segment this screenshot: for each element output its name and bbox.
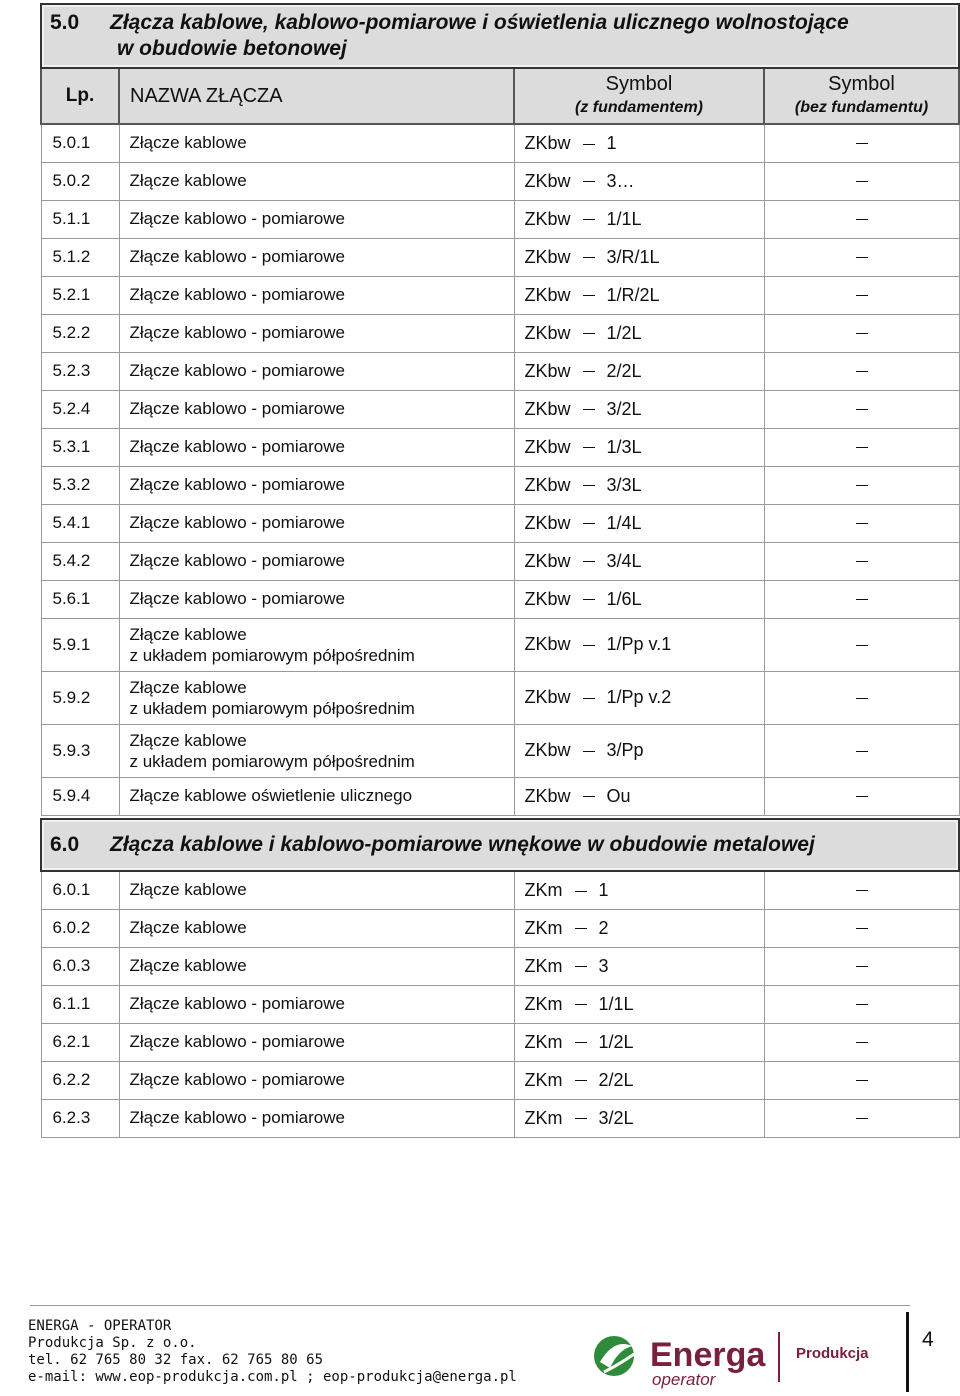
symbol-none-cell <box>764 777 959 815</box>
table-row <box>41 1099 959 1137</box>
table-row <box>41 947 959 985</box>
dash-mark <box>583 333 595 334</box>
table-header <box>41 68 959 124</box>
symbol-prefix: ZKbw <box>524 170 571 191</box>
row-number: 6.0.1 <box>41 871 119 909</box>
row-number: 5.3.1 <box>41 428 119 466</box>
symbol-prefix: ZKbw <box>524 474 571 495</box>
symbol-prefix: ZKm <box>524 955 563 976</box>
symbol-prefix: ZKm <box>524 1069 563 1090</box>
symbol-cell <box>514 909 764 947</box>
symbol-prefix: ZKbw <box>524 360 571 381</box>
footer-division: Produkcja Sp. z o.o. <box>28 1335 197 1351</box>
symbol-none-cell <box>764 466 959 504</box>
symbol-prefix: ZKbw <box>524 132 571 153</box>
row-name: Złącze kablowo - pomiarowe <box>119 314 514 352</box>
section-number: 5.0 <box>50 11 80 34</box>
symbol-value: Ou <box>606 785 631 806</box>
row-name: Złącze kablowo - pomiarowe <box>119 466 514 504</box>
symbol-value: 3/2L <box>598 1107 634 1128</box>
row-number: 5.9.2 <box>41 671 119 724</box>
symbol-cell <box>514 238 764 276</box>
symbol-none-cell <box>764 200 959 238</box>
symbol-value: 1/1L <box>598 993 634 1014</box>
table-row <box>41 777 959 815</box>
table-row <box>41 580 959 618</box>
symbol-cell <box>514 504 764 542</box>
row-name: Złącze kablowe <box>119 124 514 162</box>
row-name: Złącze kablowo - pomiarowe <box>119 428 514 466</box>
symbol-none-cell <box>764 1099 959 1137</box>
symbol-value: 1/Pp v.2 <box>606 687 672 707</box>
dash-mark <box>583 523 595 524</box>
symbol-cell <box>514 618 764 671</box>
symbol-value: 1/3L <box>606 436 642 457</box>
symbol-none-cell <box>764 390 959 428</box>
row-name: Złącze kablowe <box>119 909 514 947</box>
symbol-none-cell <box>764 162 959 200</box>
symbol-none-cell <box>764 724 959 777</box>
row-number: 5.6.1 <box>41 580 119 618</box>
table-row <box>41 200 959 238</box>
symbol-cell <box>514 1061 764 1099</box>
row-name-line2: z układem pomiarowym półpośrednim <box>129 698 415 718</box>
symbol-none-cell <box>764 909 959 947</box>
symbol-prefix: ZKm <box>524 879 563 900</box>
dash-mark <box>856 751 868 752</box>
dash-mark <box>583 371 595 372</box>
symbol-prefix: ZKbw <box>524 208 571 229</box>
table-row <box>41 871 959 909</box>
table-section-6 <box>40 818 960 1138</box>
dash-mark <box>856 890 868 891</box>
dash-mark <box>583 599 595 600</box>
row-name: Złącze kablowo - pomiarowe <box>119 390 514 428</box>
row-name-line1: Złącze kablowe <box>129 624 247 644</box>
symbol-none-cell <box>764 124 959 162</box>
symbol-none-cell <box>764 618 959 671</box>
symbol-cell <box>514 947 764 985</box>
row-name: Złącze kablowo - pomiarowe <box>119 276 514 314</box>
dash-mark <box>575 891 587 892</box>
table-row <box>41 671 959 724</box>
table-row <box>41 162 959 200</box>
footer-phone: tel. 62 765 80 32 fax. 62 765 80 65 <box>28 1352 324 1368</box>
symbol-value: 2/2L <box>606 360 642 381</box>
dash-mark <box>856 561 868 562</box>
row-number: 6.1.1 <box>41 985 119 1023</box>
row-name: Złącze kablowo - pomiarowe <box>119 985 514 1023</box>
row-number: 6.2.1 <box>41 1023 119 1061</box>
symbol-none-cell <box>764 871 959 909</box>
row-number: 6.2.2 <box>41 1061 119 1099</box>
symbol-prefix: ZKbw <box>524 634 571 654</box>
row-number: 5.2.1 <box>41 276 119 314</box>
symbol-value: 1 <box>606 132 617 153</box>
symbol-cell <box>514 390 764 428</box>
footer-email: e-mail: www.eop-produkcja.com.pl ; eop-produkcja@energa.pl <box>28 1369 517 1385</box>
dash-mark <box>856 485 868 486</box>
symbol-none-cell <box>764 947 959 985</box>
symbol-prefix: ZKm <box>524 1107 563 1128</box>
row-name: Złącze kablowo - pomiarowe <box>119 238 514 276</box>
section-title: 5.0 Złącza kablowe, kablowo-pomiarowe i oświetlenia ulicznego wolnostojące w obudowie betonowej <box>41 4 959 68</box>
row-name <box>119 724 514 777</box>
dash-mark <box>575 966 587 967</box>
energa-leaf-icon <box>594 1336 634 1376</box>
row-number: 6.2.3 <box>41 1099 119 1137</box>
symbol-cell <box>514 777 764 815</box>
table-row <box>41 428 959 466</box>
dash-mark <box>583 561 595 562</box>
row-name: Złącze kablowe oświetlenie ulicznego <box>119 777 514 815</box>
symbol-prefix: ZKbw <box>524 246 571 267</box>
row-name <box>119 618 514 671</box>
symbol-cell <box>514 724 764 777</box>
dash-mark <box>856 645 868 646</box>
symbol-value: 1/6L <box>606 588 642 609</box>
symbol-cell <box>514 1023 764 1061</box>
table-row <box>41 504 959 542</box>
dash-mark <box>856 219 868 220</box>
symbol-none-cell <box>764 1061 959 1099</box>
dash-mark <box>575 1042 587 1043</box>
row-name: Złącze kablowo - pomiarowe <box>119 1061 514 1099</box>
dash-mark <box>583 181 595 182</box>
section-title: 6.0 Złącza kablowe i kablowo-pomiarowe wnękowe w obudowie metalowej <box>41 819 959 871</box>
dash-mark <box>583 409 595 410</box>
symbol-cell <box>514 1099 764 1137</box>
table-row <box>41 724 959 777</box>
symbol-cell <box>514 314 764 352</box>
symbol-none-cell <box>764 428 959 466</box>
symbol-cell <box>514 162 764 200</box>
dash-mark <box>856 796 868 797</box>
symbol-cell <box>514 200 764 238</box>
symbol-prefix: ZKbw <box>524 322 571 343</box>
page-number-bar <box>906 1312 909 1392</box>
row-name: Złącze kablowe <box>119 871 514 909</box>
row-name-line1: Złącze kablowe <box>129 677 247 697</box>
page-number: 4 <box>922 1328 934 1351</box>
symbol-none-cell <box>764 671 959 724</box>
symbol-value: 3/R/1L <box>606 246 660 267</box>
section-number: 6.0 <box>50 833 80 856</box>
symbol-none-cell <box>764 1023 959 1061</box>
symbol-cell <box>514 466 764 504</box>
header-symbol-without-foundation: Symbol (bez fundamentu) <box>764 68 959 124</box>
dash-mark <box>856 447 868 448</box>
symbol-prefix: ZKm <box>524 917 563 938</box>
symbol-prefix: ZKbw <box>524 398 571 419</box>
row-name-line2: z układem pomiarowym półpośrednim <box>129 751 415 771</box>
dash-mark <box>856 1118 868 1119</box>
logo-subtitle: operator <box>652 1370 716 1389</box>
dash-mark <box>856 1004 868 1005</box>
symbol-prefix: ZKbw <box>524 284 571 305</box>
row-number: 5.9.1 <box>41 618 119 671</box>
row-name: Złącze kablowo - pomiarowe <box>119 1099 514 1137</box>
row-number: 5.2.3 <box>41 352 119 390</box>
symbol-value: 2/2L <box>598 1069 634 1090</box>
row-number: 5.1.1 <box>41 200 119 238</box>
table-row <box>41 314 959 352</box>
row-number: 5.2.2 <box>41 314 119 352</box>
table-row <box>41 276 959 314</box>
dash-mark <box>575 928 587 929</box>
symbol-prefix: ZKm <box>524 993 563 1014</box>
symbol-value: 3… <box>606 170 635 191</box>
dash-mark <box>583 796 595 797</box>
symbol-none-cell <box>764 504 959 542</box>
table-row <box>41 390 959 428</box>
dash-mark <box>856 1080 868 1081</box>
row-name: Złącze kablowo - pomiarowe <box>119 542 514 580</box>
row-number: 5.9.3 <box>41 724 119 777</box>
row-number: 5.2.4 <box>41 390 119 428</box>
header-name: NAZWA ZŁĄCZA <box>119 68 514 124</box>
table-row <box>41 542 959 580</box>
symbol-value: 3 <box>598 955 609 976</box>
header-symbol-with-foundation: Symbol (z fundamentem) <box>514 68 764 124</box>
dash-mark <box>856 371 868 372</box>
symbol-cell <box>514 580 764 618</box>
row-number: 5.9.4 <box>41 777 119 815</box>
dash-mark <box>856 257 868 258</box>
table-row <box>41 618 959 671</box>
table-row <box>41 1061 959 1099</box>
symbol-cell <box>514 124 764 162</box>
logo-division: Produkcja <box>796 1345 869 1362</box>
dash-mark <box>856 523 868 524</box>
dash-mark <box>856 409 868 410</box>
dash-mark <box>856 143 868 144</box>
symbol-cell <box>514 871 764 909</box>
dash-mark <box>856 333 868 334</box>
symbol-none-cell <box>764 542 959 580</box>
row-number: 5.4.2 <box>41 542 119 580</box>
symbol-none-cell <box>764 985 959 1023</box>
footer-company: ENERGA - OPERATOR <box>28 1318 172 1334</box>
dash-mark <box>583 144 595 145</box>
symbol-cell <box>514 352 764 390</box>
symbol-cell <box>514 671 764 724</box>
symbol-prefix: ZKbw <box>524 436 571 457</box>
row-number: 5.0.2 <box>41 162 119 200</box>
symbol-value: 3/4L <box>606 550 642 571</box>
row-number: 5.0.1 <box>41 124 119 162</box>
symbol-cell <box>514 985 764 1023</box>
symbol-prefix: ZKbw <box>524 588 571 609</box>
symbol-value: 1/R/2L <box>606 284 660 305</box>
symbol-cell <box>514 276 764 314</box>
row-name: Złącze kablowo - pomiarowe <box>119 504 514 542</box>
dash-mark <box>856 928 868 929</box>
dash-mark <box>856 1042 868 1043</box>
dash-mark <box>575 1004 587 1005</box>
symbol-prefix: ZKbw <box>524 785 571 806</box>
symbol-none-cell <box>764 238 959 276</box>
symbol-value: 1/Pp v.1 <box>606 634 672 654</box>
symbol-none-cell <box>764 352 959 390</box>
row-name <box>119 671 514 724</box>
row-number: 5.3.2 <box>41 466 119 504</box>
section-heading <box>41 819 959 871</box>
dash-mark <box>583 698 595 699</box>
symbol-value: 1 <box>598 879 609 900</box>
symbol-none-cell <box>764 314 959 352</box>
dash-mark <box>583 645 595 646</box>
symbol-value: 3/3L <box>606 474 642 495</box>
dash-mark <box>583 295 595 296</box>
logo-wordmark: Energa <box>650 1336 766 1374</box>
symbol-prefix: ZKbw <box>524 687 571 707</box>
symbol-prefix: ZKm <box>524 1031 563 1052</box>
row-number: 5.4.1 <box>41 504 119 542</box>
table-row <box>41 909 959 947</box>
table-row <box>41 352 959 390</box>
energa-logo <box>592 1328 892 1395</box>
dash-mark <box>856 599 868 600</box>
dash-mark <box>575 1080 587 1081</box>
dash-mark <box>856 698 868 699</box>
dash-mark <box>583 257 595 258</box>
symbol-value: 3/Pp <box>606 740 644 760</box>
row-name-line1: Złącze kablowe <box>129 730 247 750</box>
symbol-value: 3/2L <box>606 398 642 419</box>
symbol-value: 1/4L <box>606 512 642 533</box>
table-row <box>41 124 959 162</box>
symbol-value: 2 <box>598 917 609 938</box>
table-section-5 <box>40 3 960 816</box>
row-name: Złącze kablowo - pomiarowe <box>119 200 514 238</box>
symbol-value: 1/2L <box>598 1031 634 1052</box>
footer-divider <box>30 1305 910 1306</box>
row-number: 6.0.3 <box>41 947 119 985</box>
dash-mark <box>856 181 868 182</box>
symbol-prefix: ZKbw <box>524 740 571 760</box>
table-row <box>41 985 959 1023</box>
table-row <box>41 466 959 504</box>
symbol-none-cell <box>764 580 959 618</box>
symbol-cell <box>514 542 764 580</box>
symbol-prefix: ZKbw <box>524 512 571 533</box>
dash-mark <box>583 219 595 220</box>
dash-mark <box>856 295 868 296</box>
symbol-value: 1/2L <box>606 322 642 343</box>
table-row <box>41 1023 959 1061</box>
row-name: Złącze kablowo - pomiarowe <box>119 1023 514 1061</box>
row-name-line2: z układem pomiarowym półpośrednim <box>129 645 415 665</box>
row-name: Złącze kablowe <box>119 947 514 985</box>
footer-contact <box>28 1318 517 1386</box>
row-number: 5.1.2 <box>41 238 119 276</box>
row-name: Złącze kablowe <box>119 162 514 200</box>
dash-mark <box>583 447 595 448</box>
section-heading <box>41 4 959 68</box>
row-name: Złącze kablowo - pomiarowe <box>119 352 514 390</box>
row-name: Złącze kablowo - pomiarowe <box>119 580 514 618</box>
dash-mark <box>856 966 868 967</box>
symbol-cell <box>514 428 764 466</box>
symbol-prefix: ZKbw <box>524 550 571 571</box>
dash-mark <box>583 751 595 752</box>
dash-mark <box>575 1118 587 1119</box>
symbol-none-cell <box>764 276 959 314</box>
header-lp: Lp. <box>41 68 119 124</box>
row-number: 6.0.2 <box>41 909 119 947</box>
dash-mark <box>583 485 595 486</box>
symbol-value: 1/1L <box>606 208 642 229</box>
table-row <box>41 238 959 276</box>
